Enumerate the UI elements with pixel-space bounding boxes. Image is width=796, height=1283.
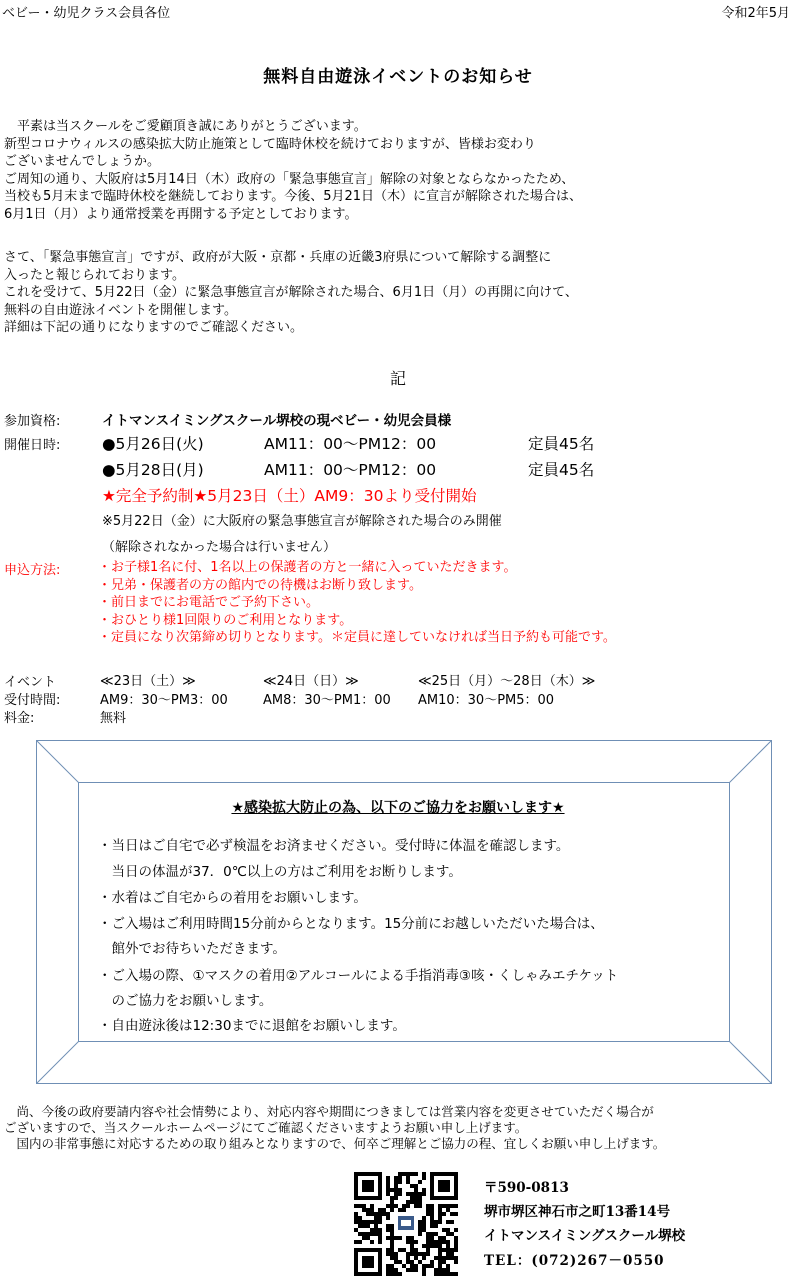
notice-line: ・ご入場の際、①マスクの着用②アルコールによる手指消毒③咳・くしゃみエチケット	[98, 968, 619, 984]
recipient-line: ベビー・幼児クラス会員各位	[2, 6, 171, 21]
intro-paragraph-2	[4, 249, 578, 337]
application-list	[98, 559, 616, 647]
reception-day: ≪23日（土）≫	[100, 674, 196, 689]
postal-code: 〒590-0813	[484, 1180, 569, 1196]
intro2-line: 詳細は下記の通りになりますのでご確認ください。	[4, 320, 304, 335]
schedule-capacity: 定員45名	[528, 461, 595, 479]
intro-line: ございませんでしょうか。	[4, 154, 161, 169]
schedule-label: 開催日時:	[4, 438, 61, 453]
application-label: 申込方法:	[4, 563, 61, 578]
reception-label: 受付時間:	[4, 693, 61, 708]
reception-hours: AM10：30～PM5：00	[418, 693, 555, 708]
notice-line: ・当日はご自宅で必ず検温をお済ませください。受付時に体温を確認します。	[98, 838, 570, 854]
intro-line: 当校も5月末まで臨時休校を継続しております。今後、5月21日（木）に宣言が解除された場合は、	[4, 189, 583, 204]
intro-line: 平素は当スクールをご愛顧頂き誠にありがとうございます。	[4, 119, 367, 134]
reservation-notice: ★完全予約制★5月23日（土）AM9：30より受付開始	[102, 487, 477, 505]
page-title: 無料自由遊泳イベントのお知らせ	[263, 67, 533, 87]
footer-line: 国内の非常事態に対応するための取り組みとなりますので、何卒ご理解とご協力の程、宜しくお願い申し上げます。	[4, 1136, 666, 1151]
schedule-time: AM11：00～PM12：00	[264, 435, 437, 453]
condition-note: ※5月22日（金）に大阪府の緊急事態宣言が解除された場合のみ開催	[102, 514, 502, 529]
phone-number: TEL：(072)267－0550	[484, 1253, 665, 1269]
intro2-line: 無料の自由遊泳イベントを開催します。	[4, 302, 237, 318]
application-item: ・前日までにお電話でご予約下さい。	[98, 595, 320, 610]
issue-date: 令和2年5月	[721, 6, 790, 21]
footer-line: 尚、今後の政府要請内容や社会情勢により、対応内容や期間につきましては営業内容を変更させていただく場合が	[4, 1104, 654, 1119]
schedule-date: ●5月26日(火)	[102, 435, 204, 453]
schedule-time: AM11：00～PM12：00	[264, 461, 437, 479]
notice-line: 館外でお待ちいただきます。	[98, 941, 286, 957]
intro2-line: これを受けて、5月22日（金）に緊急事態宣言が解除された場合、6月1日（月）の再開に向けて、	[4, 285, 578, 300]
reception-day: ≪25日（月）～28日（木）≫	[418, 674, 596, 689]
ki-heading: 記	[389, 369, 406, 388]
application-item: ・定員になり次第締め切りとなります。＊定員に達していなければ当日予約も可能です。	[98, 630, 616, 645]
notice-line: 当日の体温が37．0℃以上の方はご利用をお断りします。	[98, 864, 462, 880]
school-name: イトマンスイミングスクール堺校	[484, 1228, 686, 1244]
footer-line: ございますので、当スクールホームページにてご確認くださいますようお願い申し上げます。	[4, 1120, 528, 1135]
notice-line: ・ご入場はご利用時間15分前からとなります。15分前にお越しいただいた場合は、	[98, 916, 604, 932]
notice-line: ・水着はご自宅からの着用をお願いします。	[98, 890, 367, 906]
fee-value: 無料	[100, 711, 127, 726]
eligibility-value: イトマンスイミングスクール堺校の現ベビー・幼児会員様	[102, 413, 452, 429]
street-address: 堺市堺区神石市之町13番14号	[484, 1204, 671, 1220]
notice-heading: ★感染拡大防止の為、以下のご協力をお願いします★	[231, 800, 565, 816]
schedule-date: ●5月28日(月)	[102, 461, 204, 479]
schedule-capacity: 定員45名	[528, 435, 595, 453]
reception-hours: AM8：30～PM1：00	[263, 693, 391, 708]
intro2-line: 入ったと報じられております。	[4, 267, 185, 283]
qr-code-icon	[354, 1172, 458, 1276]
intro-line: 新型コロナウィルスの感染拡大防止施策として臨時休校を続けておりますが、皆様お変わり	[4, 136, 536, 152]
notice-line: ・自由遊泳後は12:30までに退館をお願いします。	[98, 1018, 406, 1034]
intro-line: ご周知の通り、大阪府は5月14日（木）政府の「緊急事態宣言」解除の対象とならなかったため、	[4, 171, 575, 187]
application-item: ・お子様1名に付、1名以上の保護者の方と一緒に入っていただきます。	[98, 560, 517, 575]
intro-line: 6月1日（月）より通常授業を再開する予定としております。	[4, 206, 358, 222]
eligibility-label: 参加資格:	[4, 414, 61, 429]
notice-line: のご協力をお願いします。	[98, 993, 273, 1009]
fee-label: 料金:	[4, 711, 35, 726]
event-label: イベント	[4, 675, 57, 690]
reception-hours: AM9：30～PM3：00	[100, 693, 228, 708]
application-item: ・兄弟・保護者の方の館内での待機はお断り致します。	[98, 577, 422, 593]
reception-day: ≪24日（日）≫	[263, 674, 359, 689]
application-item: ・おひとり様1回限りのご利用となります。	[98, 612, 353, 628]
condition-note-2: （解除されなかった場合は行いません）	[102, 540, 337, 555]
intro2-line: さて、「緊急事態宣言」ですが、政府が大阪・京都・兵庫の近畿3府県について解除する調整に	[4, 250, 552, 265]
intro-paragraph	[4, 118, 582, 223]
footer-notes	[4, 1104, 665, 1152]
